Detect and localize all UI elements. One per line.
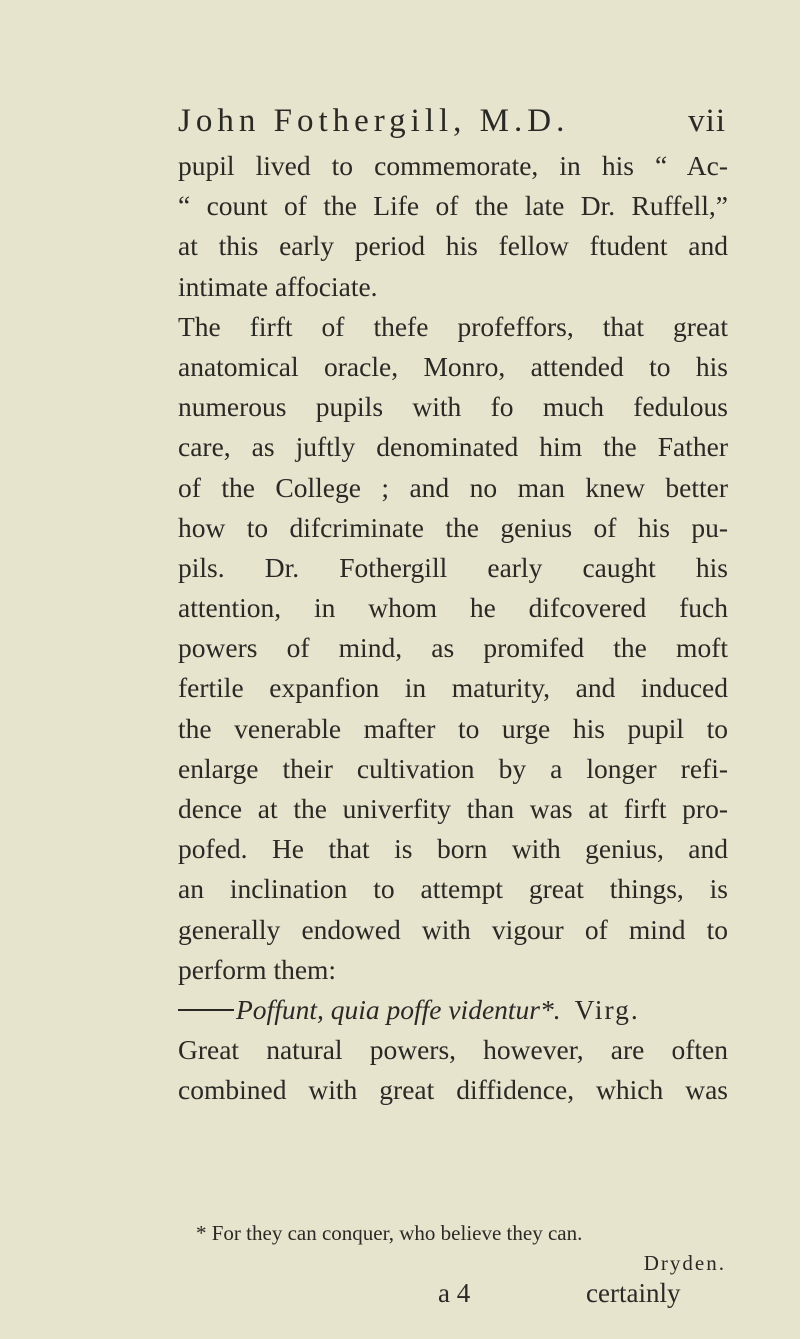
text-line: perform them: [178,953,337,985]
text-line: enlarge their cultivation by a longer refi- [178,752,728,784]
text-line: care, as juftly denominated him the Father [178,431,728,463]
text-line: “ count of the Life of the late Dr. Ruffell,” [178,190,728,222]
em-dash-rule [178,1009,234,1011]
page-number: vii [688,103,726,139]
text-line: Great natural powers, however, are often [178,1034,728,1066]
quote-text: Poffunt, quia poffe videntur*. [236,993,561,1025]
running-header [178,103,726,140]
text-line: powers of mind, as promifed the moft [178,632,728,664]
text-line: pofed. He that is born with genius, and [178,833,728,865]
text-line: the venerable mafter to urge his pupil to [178,712,728,744]
text-line: attention, in whom he difcovered fuch [178,592,728,624]
text-line: at this early period his fellow ftudent and [178,230,728,262]
text-line: an inclination to attempt great things, is [178,873,728,905]
text-line: generally endowed with vigour of mind to [178,913,728,945]
footnote [196,1218,726,1278]
text-line: dence at the univerfity than was at firft pro- [178,793,728,824]
text-line: fertile expanfion in maturity, and induced [178,672,728,704]
text-line: of the College ; and no man knew better [178,471,728,503]
body-text [178,146,728,1111]
text-line: pils. Dr. Fothergill early caught his [178,551,728,583]
quote-attribution: Virg. [574,993,640,1025]
text-line: The firft of thefe profeffors, that great [178,310,728,342]
signature-mark: a 4 [438,1278,471,1308]
latin-quotation [178,990,728,1030]
running-head-title: John Fothergill, M.D. [178,103,570,139]
text-line: numerous pupils with fo much fedulous [178,391,728,423]
page-foot [0,1278,800,1318]
text-line: anatomical oracle, Monro, attended to his [178,350,728,382]
footnote-text: * For they can conquer, who believe they can. [196,1221,583,1245]
text-line: combined with great diffidence, which was [178,1074,728,1106]
text-line: pupil lived to commemorate, in his “ Ac- [178,150,728,181]
text-line: how to difcriminate the genius of his pu- [178,511,728,543]
footnote-attribution: Dryden. [643,1251,726,1275]
catchword: certainly [586,1278,681,1308]
text-line: intimate affociate. [178,270,378,302]
